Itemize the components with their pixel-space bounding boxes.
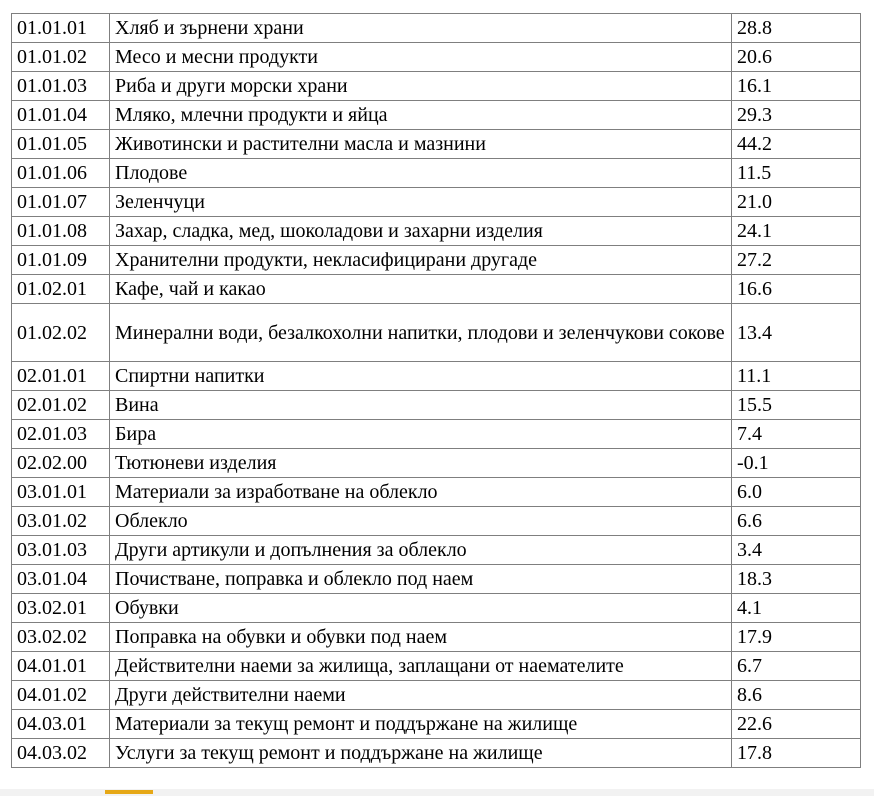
value-cell: 44.2 [732,130,861,159]
value-cell: 28.8 [732,14,861,43]
value-cell: 17.9 [732,623,861,652]
code-cell: 01.01.08 [12,217,110,246]
table-row [12,536,861,565]
table-row [12,478,861,507]
table-row [12,159,861,188]
value-cell: 7.4 [732,420,861,449]
code-cell: 02.01.03 [12,420,110,449]
code-cell: 02.01.02 [12,391,110,420]
value-cell: 16.6 [732,275,861,304]
name-cell: Мляко, млечни продукти и яйца [110,101,732,130]
name-cell: Поправка на обувки и обувки под наем [110,623,732,652]
name-cell: Действителни наеми за жилища, заплащани от наемателите [110,652,732,681]
table-row [12,449,861,478]
value-cell: 11.1 [732,362,861,391]
code-cell: 04.01.01 [12,652,110,681]
name-cell: Обувки [110,594,732,623]
value-cell: 3.4 [732,536,861,565]
code-cell: 01.02.01 [12,275,110,304]
code-cell: 03.01.03 [12,536,110,565]
code-cell: 04.03.01 [12,710,110,739]
value-cell: 20.6 [732,43,861,72]
value-cell: 11.5 [732,159,861,188]
table-row [12,217,861,246]
code-cell: 01.02.02 [12,304,110,362]
code-cell: 03.01.04 [12,565,110,594]
value-cell: 8.6 [732,681,861,710]
table-row [12,188,861,217]
code-cell: 04.03.02 [12,739,110,768]
code-cell: 01.01.06 [12,159,110,188]
value-cell: 4.1 [732,594,861,623]
value-cell: 21.0 [732,188,861,217]
value-cell: 27.2 [732,246,861,275]
code-cell: 01.01.03 [12,72,110,101]
table-row [12,507,861,536]
table-row [12,623,861,652]
name-cell: Вина [110,391,732,420]
code-cell: 03.02.01 [12,594,110,623]
value-cell: 15.5 [732,391,861,420]
name-cell: Почистване, поправка и облекло под наем [110,565,732,594]
value-cell: -0.1 [732,449,861,478]
table-row [12,14,861,43]
name-cell: Материали за текущ ремонт и поддържане на жилище [110,710,732,739]
table-row [12,565,861,594]
name-cell: Месо и месни продукти [110,43,732,72]
name-cell: Плодове [110,159,732,188]
name-cell: Услуги за текущ ремонт и поддържане на жилище [110,739,732,768]
table-row [12,594,861,623]
table-container [11,13,861,768]
code-cell: 01.01.04 [12,101,110,130]
name-cell: Облекло [110,507,732,536]
table-row [12,681,861,710]
code-cell: 02.02.00 [12,449,110,478]
name-cell: Бира [110,420,732,449]
table-row [12,101,861,130]
code-cell: 03.01.02 [12,507,110,536]
name-cell: Хранителни продукти, некласифицирани другаде [110,246,732,275]
table-row [12,130,861,159]
value-cell: 6.6 [732,507,861,536]
name-cell: Риба и други морски храни [110,72,732,101]
table-row [12,72,861,101]
name-cell: Други артикули и допълнения за облекло [110,536,732,565]
name-cell: Животински и растителни масла и мазнини [110,130,732,159]
value-cell: 17.8 [732,739,861,768]
table-row [12,275,861,304]
name-cell: Зеленчуци [110,188,732,217]
name-cell: Минерални води, безалкохолни напитки, плодови и зеленчукови сокове [110,304,732,362]
table-row [12,43,861,72]
bottom-highlight-mark [105,790,153,794]
value-cell: 29.3 [732,101,861,130]
table-row [12,420,861,449]
code-cell: 01.01.09 [12,246,110,275]
name-cell: Тютюневи изделия [110,449,732,478]
code-cell: 01.01.02 [12,43,110,72]
code-cell: 01.01.05 [12,130,110,159]
table-body [12,14,861,768]
table-row [12,652,861,681]
table-row [12,304,861,362]
value-cell: 24.1 [732,217,861,246]
name-cell: Други действителни наеми [110,681,732,710]
value-cell: 6.0 [732,478,861,507]
table-row [12,362,861,391]
value-cell: 22.6 [732,710,861,739]
code-cell: 01.01.01 [12,14,110,43]
name-cell: Материали за изработване на облекло [110,478,732,507]
table-row [12,391,861,420]
table-row [12,246,861,275]
value-cell: 6.7 [732,652,861,681]
value-cell: 18.3 [732,565,861,594]
value-cell: 13.4 [732,304,861,362]
value-cell: 16.1 [732,72,861,101]
name-cell: Хляб и зърнени храни [110,14,732,43]
code-cell: 04.01.02 [12,681,110,710]
table-row [12,739,861,768]
code-cell: 03.02.02 [12,623,110,652]
data-table [11,13,861,768]
name-cell: Захар, сладка, мед, шоколадови и захарни изделия [110,217,732,246]
code-cell: 01.01.07 [12,188,110,217]
code-cell: 02.01.01 [12,362,110,391]
code-cell: 03.01.01 [12,478,110,507]
name-cell: Спиртни напитки [110,362,732,391]
table-row [12,710,861,739]
name-cell: Кафе, чай и какао [110,275,732,304]
